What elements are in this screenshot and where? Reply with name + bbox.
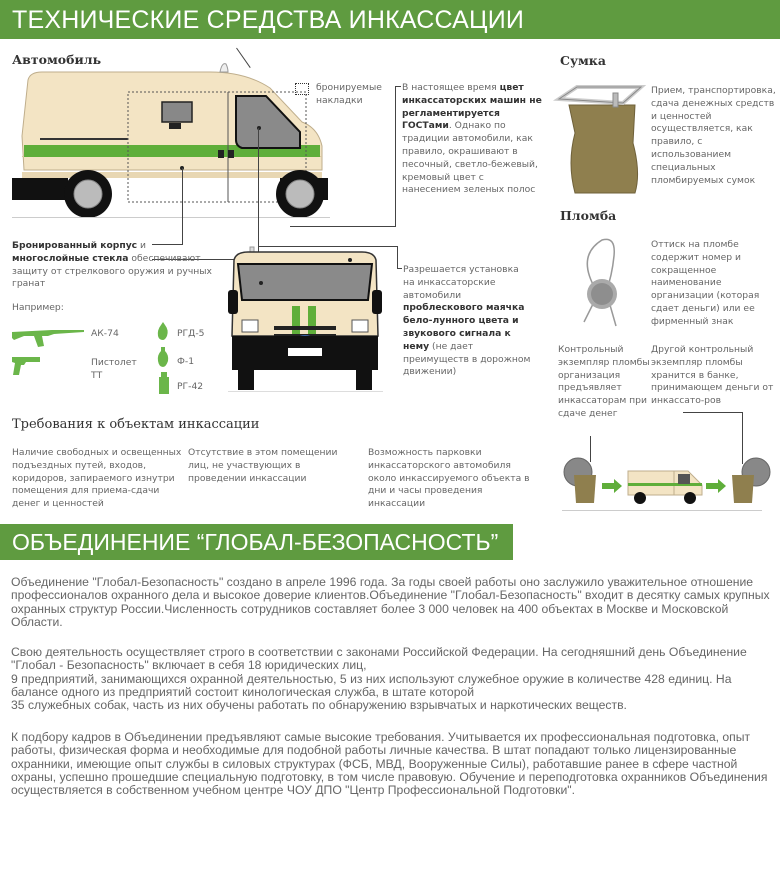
van-side-illustration xyxy=(10,66,330,226)
weapon-label-tt: Пистолет ТТ xyxy=(91,357,137,381)
connector-line xyxy=(290,226,396,227)
grenade-icon xyxy=(157,347,169,367)
weapon-label-ak74: АК-74 xyxy=(91,328,119,339)
bag-illustration xyxy=(557,83,643,195)
beacon-note: Разрешается установка на инкассаторские автомобили проблескового маячка бело-лунного цвета и звукового сигнала к нему (не дает преимуществ в дорожном движении) xyxy=(403,264,531,378)
rifle-icon xyxy=(12,326,86,348)
seal-illustration xyxy=(576,236,636,336)
grenade-icon xyxy=(157,322,169,340)
connector-line xyxy=(683,412,743,413)
connector-line xyxy=(395,86,401,87)
requirement-item: Отсутствие в этом помещении лиц, не участвующих в проведении инкассации xyxy=(188,447,338,484)
van-side-body xyxy=(12,64,328,218)
armor-plate-legend-icon xyxy=(295,83,309,95)
connector-line xyxy=(258,246,398,247)
collection-process-diagram xyxy=(556,455,780,515)
armor-note: Бронированный корпус и многослойные стекла обеспечивают защиту от стрелкового оружия и ручных гранат xyxy=(12,240,212,290)
van-small-icon xyxy=(628,471,702,504)
car-color-note: В настоящее время цвет инкассаторских машин не регламентируется ГОСТами. Однако по традиции автомобили, как правило, окрашивают в песочный, светло-бежевый, кремовый цвет с нанесением зеленых полос xyxy=(402,82,542,196)
requirements-heading: Требования к объектам инкассации xyxy=(12,417,260,432)
ground-line xyxy=(228,391,383,392)
example-label: Например: xyxy=(12,302,64,313)
section-banner-organization: ОБЪЕДИНЕНИЕ “ГЛОБАЛ-БЕЗОПАСНОСТЬ” xyxy=(0,524,513,560)
grenade-label-f1: Ф-1 xyxy=(177,356,195,367)
pistol-icon xyxy=(12,355,42,377)
arrow-right-icon xyxy=(602,479,622,493)
bag-description: Прием, транспортировка, сдача денежных средств и ценностей осуществляется, как правило, с использованием специальных пломбируемых сумок xyxy=(651,85,776,186)
requirement-item: Возможность парковки инкассаторского автомобиля около инкассируемого объекта в дни и часы проведения инкассации xyxy=(368,447,530,510)
seal-control-copy-note: Контрольный экземпляр пломбы организация предъявляет инкассаторам при сдаче денег xyxy=(558,344,650,419)
armor-plate-legend-label: бронируемые накладки xyxy=(316,82,382,106)
seal-bag-icon xyxy=(564,458,596,503)
org-paragraph: К подбору кадров в Объединении предъявляют самые высокие требования. Учитывается их профессиональная подготовка, опыт работы, физическая форма и необходимые для подобной работы личные качества. В штат попадают только лицензированные охранники, имеющие опыт службы в силовых структурах (ФСБ, МВД, Вооруженные Силы), работавшие ранее в сфере частной охраны, успешно прошедшие специальную подготовку, в том числе правовую. Обучение и переподготовка охранников Объединения осуществляется в собственном учебном центре ЧОУ ДПО "Центр Профессиональной Подготовки". xyxy=(11,730,768,798)
connector-line xyxy=(236,48,251,68)
car-heading: Автомобиль xyxy=(12,52,102,67)
seal-description: Оттиск на пломбе содержит номер и сокращенное наименование организации (которая сдает деньги) или ее фирменный знак xyxy=(651,239,760,327)
section-banner-technical-means: ТЕХНИЧЕСКИЕ СРЕДСТВА ИНКАССАЦИИ xyxy=(0,0,780,39)
arrow-right-icon xyxy=(706,479,726,493)
grenade-label-rgd5: РГД-5 xyxy=(177,328,205,339)
connector-line xyxy=(397,246,398,268)
grenade-label-rg42: РГ-42 xyxy=(177,381,204,392)
connector-line xyxy=(397,268,402,269)
org-paragraph: Объединение "Глобал-Безопасность" создано в апреле 1996 года. За годы своей работы оно заслужило уважительное отношение профессионалов охранного дела и высокое доверие клиентов.Объединение "Глобал-Безопасность" входит в десятку самых крупных охранных структур России.Численность сотрудников составляет более 3 000 человек на 400 объектах в Москве и Московской Области. xyxy=(11,575,770,629)
seal-heading: Пломба xyxy=(560,208,617,223)
connector-line xyxy=(395,86,396,226)
grenade-icon xyxy=(158,372,170,394)
connector-line xyxy=(182,168,183,244)
seal-bag-icon xyxy=(732,458,770,503)
seal-bank-copy-note: Другой контрольный экземпляр пломбы хранится в банке, принимающем деньги от инкассато-ров xyxy=(651,344,774,407)
bag-heading: Сумка xyxy=(560,53,606,68)
org-paragraph: Свою деятельность осуществляет строго в соответствии с законами Российской Федерации. На сегодняшний день Объединение "Глобал - Безопасность" включает в себя 18 юридических лиц, 9 предприятий, занимающихся охранной деятельностью, 5 из них используют служебное оружие в количестве 428 единиц. На балансе одного из предприятий состоит кинологическая служба, в штате которой 35 служебных собак, часть из них обучены работать по обнаружению взрывчатых и наркотических веществ. xyxy=(11,645,747,713)
requirement-item: Наличие свободных и освещенных подъездных путей, входов, коридоров, запираемого изнутри помещения для приема-сдачи денег и ценностей xyxy=(12,447,182,510)
van-front-illustration xyxy=(228,240,383,392)
